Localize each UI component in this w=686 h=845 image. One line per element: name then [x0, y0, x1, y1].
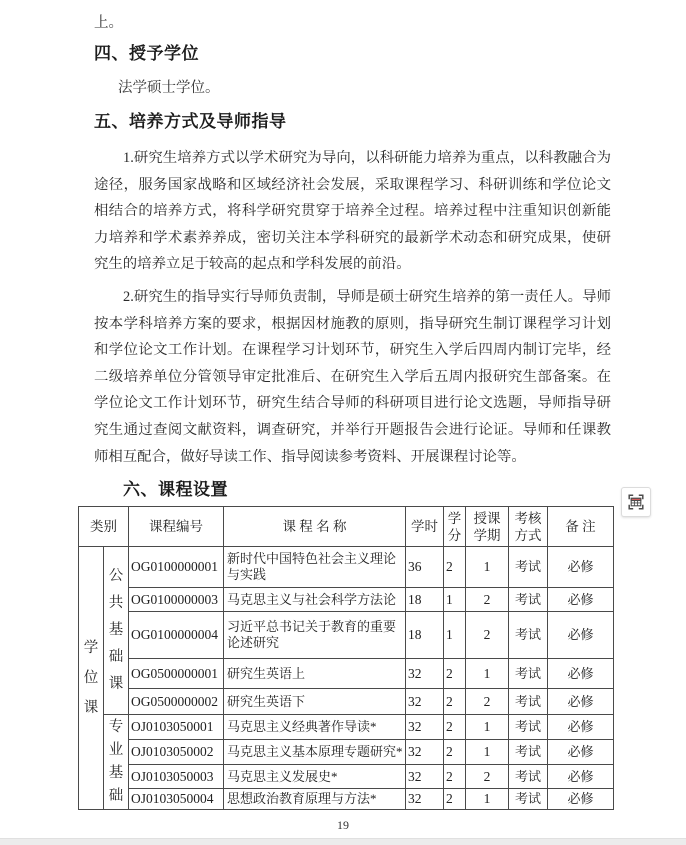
- hours-cell: 32: [406, 715, 444, 740]
- note-cell: 必修: [548, 689, 614, 715]
- semester-cell: 2: [466, 588, 509, 612]
- exam-cell: 考试: [509, 588, 548, 612]
- table-row: [79, 789, 614, 810]
- credits-cell: 2: [444, 659, 466, 689]
- table-row: [79, 588, 614, 612]
- table-row: [79, 547, 614, 588]
- col-header-credits: 学分: [444, 507, 466, 547]
- course-name-cell: 马克思主义基本原理专题研究*: [224, 740, 406, 765]
- course-name-cell: 研究生英语上: [224, 659, 406, 689]
- hours-cell: 32: [406, 689, 444, 715]
- course-code-cell: OG0100000004: [129, 612, 224, 659]
- table-row: [79, 740, 614, 765]
- semester-cell: 1: [466, 789, 509, 810]
- page-edge-strip: [0, 838, 686, 845]
- course-code-cell: OJ0103050004: [129, 789, 224, 810]
- note-cell: 必修: [548, 715, 614, 740]
- course-name-cell: 新时代中国特色社会主义理论与实践: [224, 547, 406, 588]
- col-header-name: 课 程 名 称: [224, 507, 406, 547]
- credits-cell: 2: [444, 715, 466, 740]
- section-heading-degree: 四、授予学位: [94, 44, 199, 63]
- col-header-semester: 授课学期: [466, 507, 509, 547]
- section-heading-training: 五、培养方式及导师指导: [94, 112, 287, 131]
- semester-cell: 2: [466, 689, 509, 715]
- exam-cell: 考试: [509, 789, 548, 810]
- credits-cell: 2: [444, 789, 466, 810]
- paragraph-continuation: 上。: [94, 15, 123, 31]
- training-paragraph-1: 1.研究生培养方式以学术研究为导向，以科研能力培养为重点，以科教融合为途径，服务国家战略和区域经济社会发展，采取课程学习、科研训练和学位论文相结合的培养方式，将科学研究贯穿于培养全过程。培养过程中注重知识创新能力培养和学术素养养成，密切关注本学科研究的最新学术动态和研究成果，使研究生的培养立足于较高的起点和学科发展的前沿。: [94, 150, 611, 273]
- semester-cell: 2: [466, 612, 509, 659]
- note-cell: 必修: [548, 659, 614, 689]
- col-header-exam: 考核方式: [509, 507, 548, 547]
- course-code-cell: OG0500000002: [129, 689, 224, 715]
- credits-cell: 1: [444, 588, 466, 612]
- training-paragraph-2: 2.研究生的指导实行导师负责制，导师是硕士研究生培养的第一责任人。导师按本学科培养方案的要求，根据因材施教的原则，指导研究生制订课程学习计划和学位论文工作计划。在课程学习计划环节，研究生入学后四周内制订完毕，经二级培养单位分管领导审定批准后、在研究生入学后五周内报研究生部备案。在学位论文工作计划环节，研究生结合导师的科研项目进行论文选题，导师指导研究生通过查阅文献资料，调查研究，并举行开题报告会进行论证。导师和任课教师相互配合，做好导读工作、指导阅读参考资料、开展课程讨论等。: [94, 288, 611, 465]
- col-header-category: 类别: [79, 507, 129, 547]
- note-cell: 必修: [548, 547, 614, 588]
- semester-cell: 1: [466, 547, 509, 588]
- course-name-cell: 思想政治教育原理与方法*: [224, 789, 406, 810]
- table-row: [79, 689, 614, 715]
- col-header-hours: 学时: [406, 507, 444, 547]
- table-row: [79, 765, 614, 789]
- hours-cell: 32: [406, 740, 444, 765]
- course-name-cell: 马克思主义经典著作导读*: [224, 715, 406, 740]
- credits-cell: 2: [444, 740, 466, 765]
- exam-cell: 考试: [509, 689, 548, 715]
- course-name-cell: 习近平总书记关于教育的重要论述研究: [224, 612, 406, 659]
- semester-cell: 1: [466, 659, 509, 689]
- hours-cell: 32: [406, 765, 444, 789]
- exam-cell: 考试: [509, 547, 548, 588]
- note-cell: 必修: [548, 765, 614, 789]
- table-capture-icon: [626, 492, 646, 512]
- table-capture-button[interactable]: [621, 487, 651, 517]
- category-group-label: 公共基础课: [104, 547, 129, 715]
- course-code-cell: OJ0103050002: [129, 740, 224, 765]
- table-header-row: [79, 507, 614, 547]
- hours-cell: 32: [406, 659, 444, 689]
- note-cell: 必修: [548, 588, 614, 612]
- section-heading-courses: 六、课程设置: [123, 480, 228, 500]
- exam-cell: 考试: [509, 740, 548, 765]
- semester-cell: 1: [466, 715, 509, 740]
- page-number: 19: [337, 818, 349, 832]
- category-degree-label: 学位课: [79, 547, 104, 810]
- course-code-cell: OG0100000001: [129, 547, 224, 588]
- category-group-label: 专业基础: [104, 715, 129, 810]
- credits-cell: 2: [444, 765, 466, 789]
- course-name-cell: 马克思主义与社会科学方法论: [224, 588, 406, 612]
- exam-cell: 考试: [509, 715, 548, 740]
- course-name-cell: 马克思主义发展史*: [224, 765, 406, 789]
- credits-cell: 2: [444, 689, 466, 715]
- hours-cell: 32: [406, 789, 444, 810]
- course-code-cell: OJ0103050003: [129, 765, 224, 789]
- course-code-cell: OJ0103050001: [129, 715, 224, 740]
- degree-text: 法学硕士学位。: [118, 80, 220, 96]
- semester-cell: 2: [466, 765, 509, 789]
- note-cell: 必修: [548, 789, 614, 810]
- table-row: [79, 659, 614, 689]
- course-code-cell: OG0500000001: [129, 659, 224, 689]
- course-table: [78, 506, 614, 810]
- course-code-cell: OG0100000003: [129, 588, 224, 612]
- exam-cell: 考试: [509, 659, 548, 689]
- col-header-note: 备 注: [548, 507, 614, 547]
- semester-cell: 1: [466, 740, 509, 765]
- exam-cell: 考试: [509, 612, 548, 659]
- exam-cell: 考试: [509, 765, 548, 789]
- credits-cell: 1: [444, 612, 466, 659]
- hours-cell: 18: [406, 588, 444, 612]
- hours-cell: 18: [406, 612, 444, 659]
- table-row: [79, 715, 614, 740]
- note-cell: 必修: [548, 740, 614, 765]
- table-row: [79, 612, 614, 659]
- note-cell: 必修: [548, 612, 614, 659]
- credits-cell: 2: [444, 547, 466, 588]
- hours-cell: 36: [406, 547, 444, 588]
- course-name-cell: 研究生英语下: [224, 689, 406, 715]
- col-header-code: 课程编号: [129, 507, 224, 547]
